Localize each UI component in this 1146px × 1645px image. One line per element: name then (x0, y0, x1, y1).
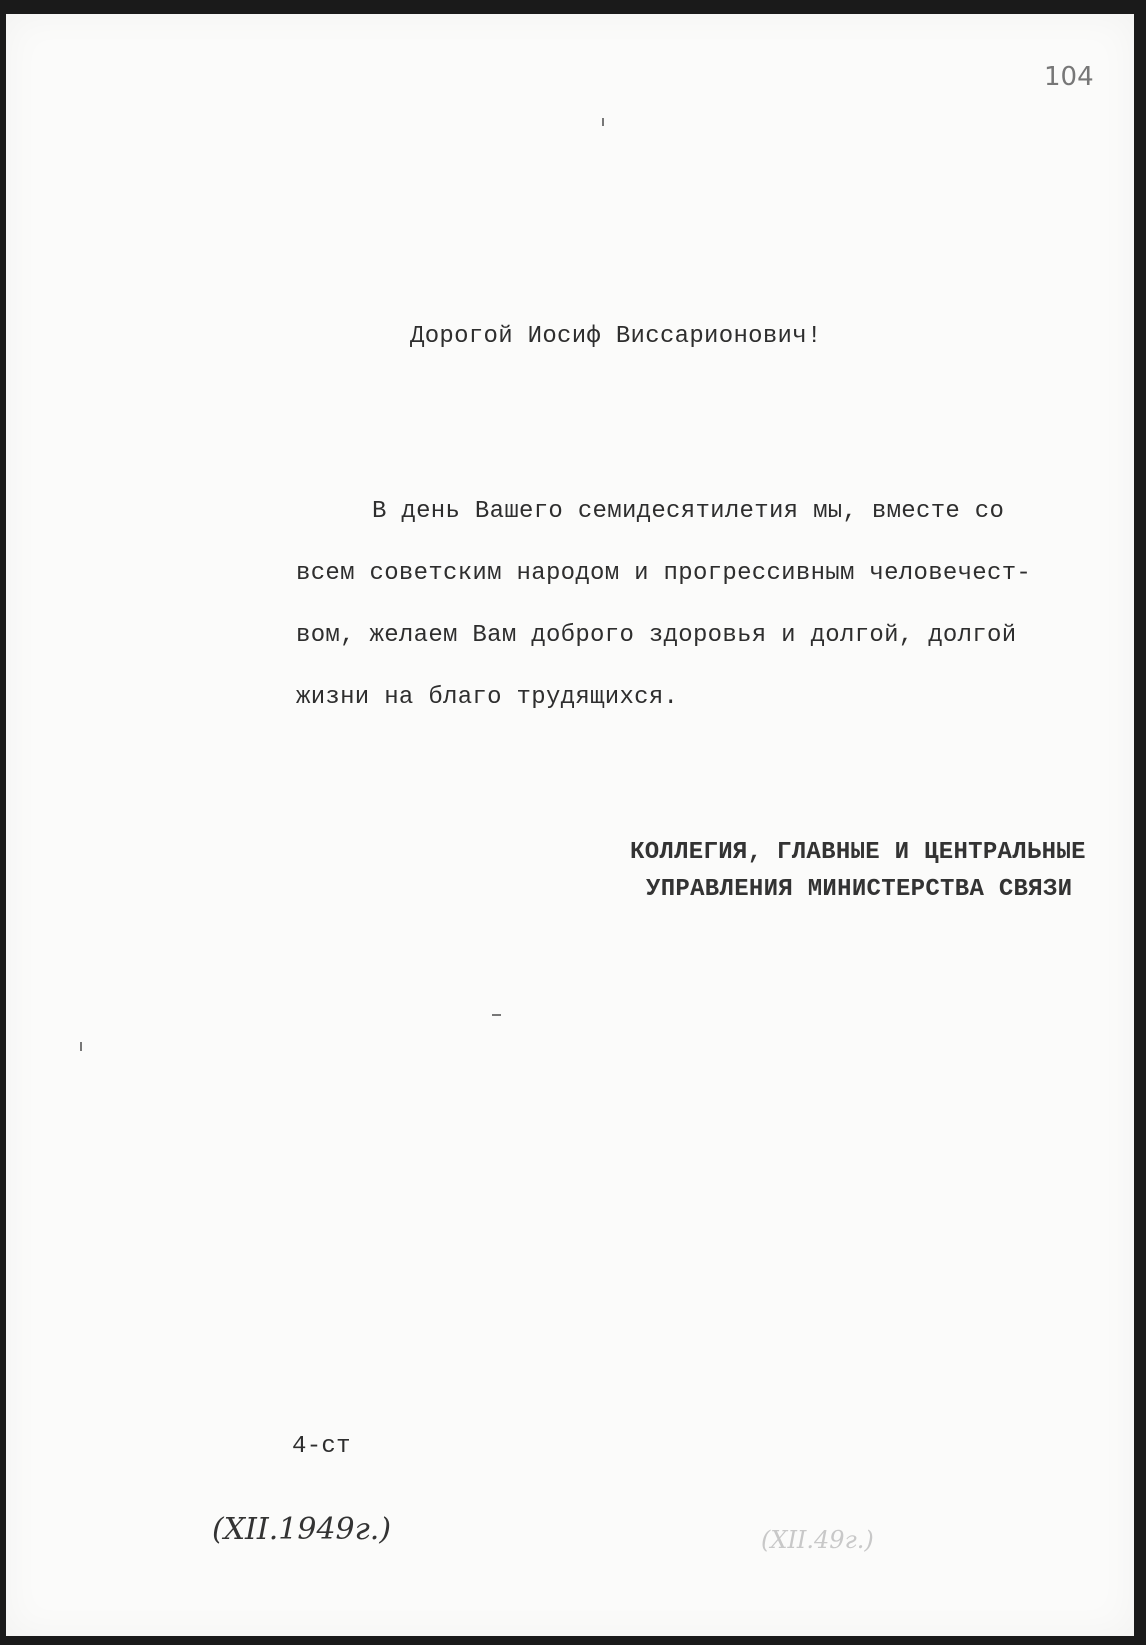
body-line: вом, желаем Вам доброго здоровья и долгой, долгой (296, 622, 1017, 649)
ink-speck (492, 1014, 501, 1016)
ink-speck (80, 1042, 82, 1051)
body-line: всем советским народом и прогрессивным человечест- (296, 560, 1032, 587)
signature-line: УПРАВЛЕНИЯ МИНИСТЕРСТВА СВЯЗИ (646, 876, 1073, 903)
document-sheet (6, 14, 1134, 1636)
greeting: Дорогой Иосиф Виссарионович! (410, 323, 822, 350)
body-line: В день Вашего семидесятилетия мы, вместе со (372, 498, 1005, 525)
sheet-number: 104 (1044, 62, 1094, 92)
signature-line: КОЛЛЕГИЯ, ГЛАВНЫЕ И ЦЕНТРАЛЬНЫЕ (630, 839, 1086, 866)
ink-speck (602, 118, 604, 126)
faint-archive-mark: (XII.49г.) (761, 1526, 874, 1554)
body-line: жизни на благо трудящихся. (296, 684, 679, 711)
handwritten-date: (XII.1949г.) (212, 1512, 392, 1547)
reference-code: 4-ст (292, 1433, 351, 1460)
